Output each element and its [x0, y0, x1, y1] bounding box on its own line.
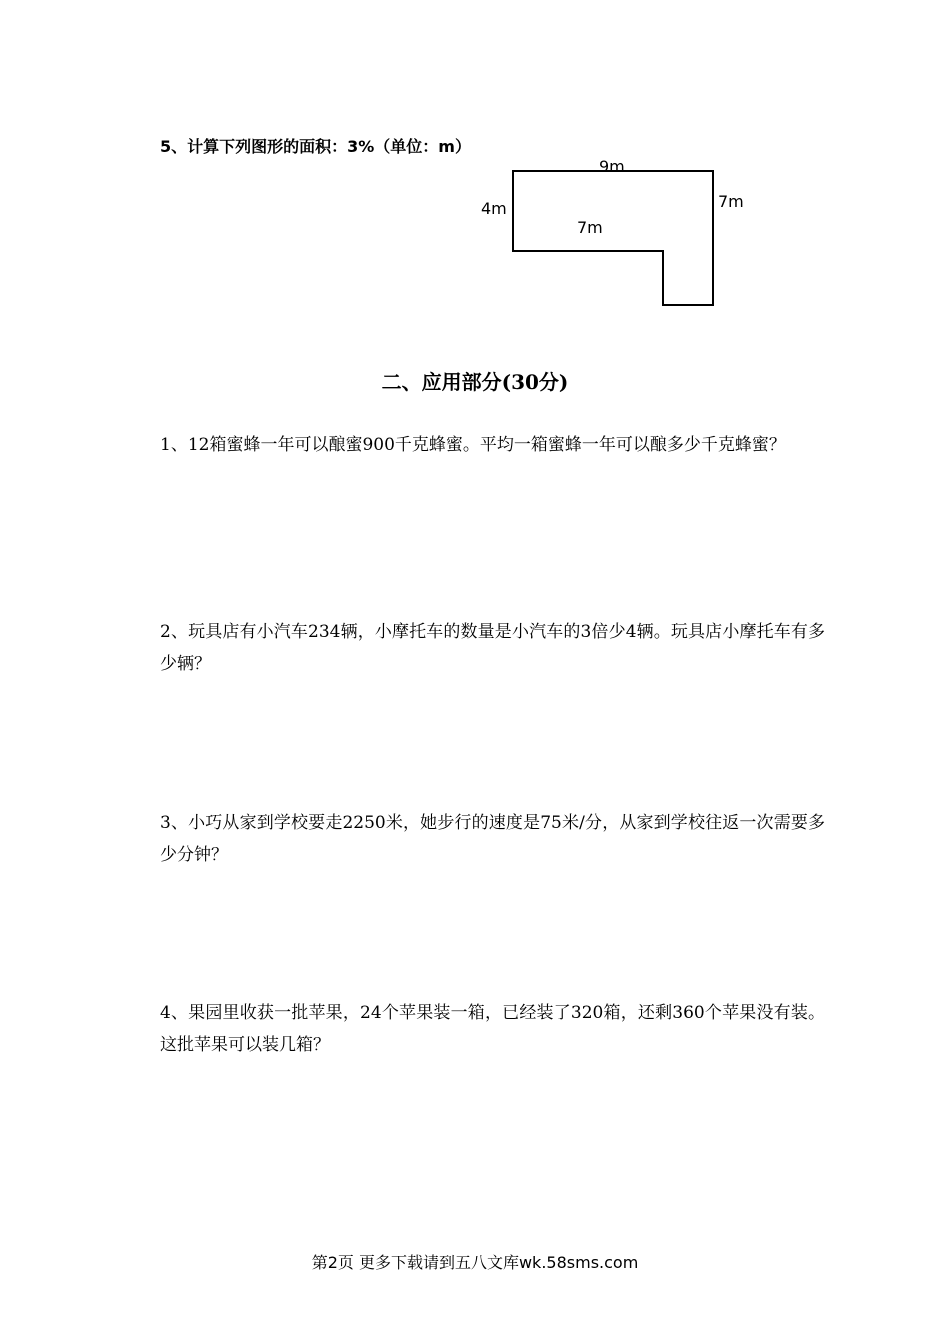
question-5-title: 5、计算下列图形的面积：3%（单位：m） — [160, 137, 471, 156]
problem-1: 1、12箱蜜蜂一年可以酿蜜900千克蜂蜜。平均一箱蜜蜂一年可以酿多少千克蜂蜜？ — [160, 435, 786, 455]
l-shape-figure — [470, 150, 760, 320]
label-top-9m: 9m — [599, 157, 625, 176]
section-title: 二、应用部分(30分) — [381, 370, 569, 394]
label-right-7m: 7m — [718, 192, 744, 211]
l-shape-diagram — [470, 150, 760, 320]
page-footer: 第2页 更多下载请到五八文库wk.58sms.com — [311, 1253, 639, 1272]
label-inner-7m: 7m — [577, 218, 603, 237]
l-shape-outline — [513, 171, 713, 305]
problem-4: 4、果园里收获一批苹果，24个苹果装一箱，已经装了320箱，还剩360个苹果没有装。这批苹果可以装几箱？ — [160, 1003, 825, 1055]
problem-3: 3、小巧从家到学校要走2250米，她步行的速度是75米/分，从家到学校往返一次需要多少分钟？ — [160, 813, 825, 865]
problem-2: 2、玩具店有小汽车234辆，小摩托车的数量是小汽车的3倍少4辆。玩具店小摩托车有多少辆？ — [160, 622, 825, 674]
label-left-4m: 4m — [481, 199, 507, 218]
